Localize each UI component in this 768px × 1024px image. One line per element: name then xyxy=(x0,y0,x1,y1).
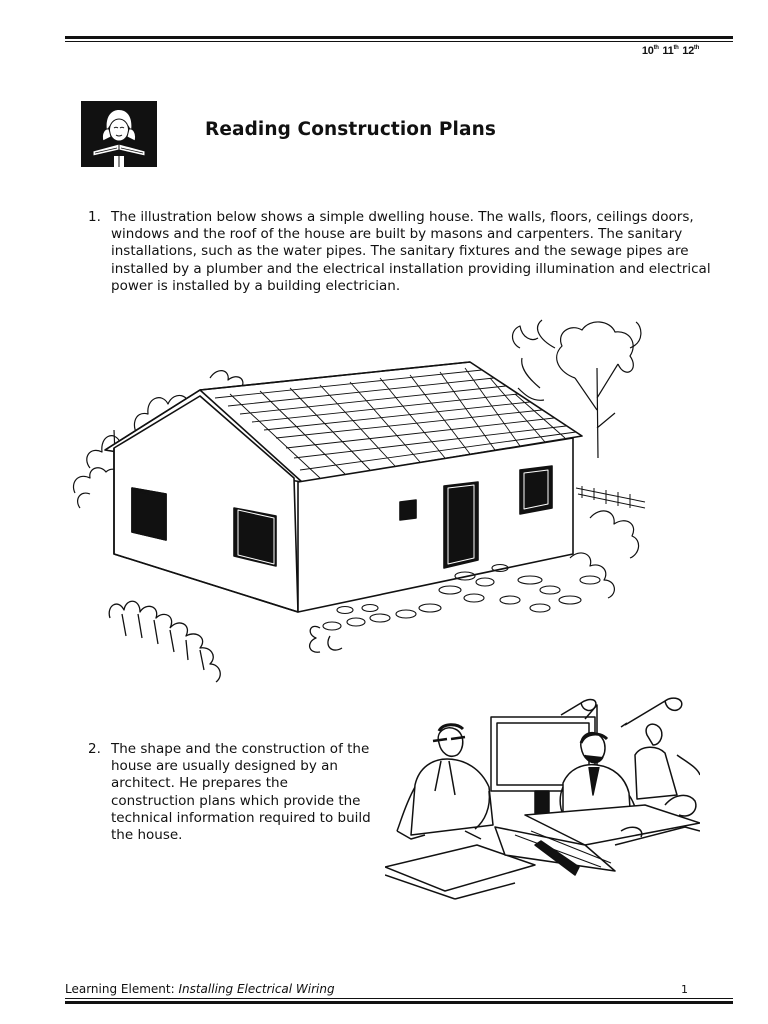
list-item-text: The shape and the construction of the house are usually designed by an architect. He prepares the construction plans which provide the technical information required to build the house. xyxy=(111,741,371,844)
footer-rule-thick xyxy=(65,1001,733,1004)
reading-person-icon xyxy=(81,101,157,167)
header-rule-thin xyxy=(65,41,733,42)
architects-at-desk-illustration xyxy=(385,695,700,900)
footer-rule-thin xyxy=(65,998,733,999)
grade-12: 12th xyxy=(682,45,699,57)
list-item xyxy=(88,741,373,844)
list-item-text: The illustration below shows a simple dwelling house. The walls, floors, ceilings doors, windows and the roof of the house are built by masons and carpenters. The sanitary installations, such as the water pipes. The sanitary fixtures and the sewage pipes are installed by a plumber and the electrical installation providing illumination and electrical power is installed by a building electrician. xyxy=(111,209,711,294)
list-item-number: 2. xyxy=(88,741,101,757)
learning-element-name: Installing Electrical Wiring xyxy=(178,982,335,996)
page-number: 1 xyxy=(681,983,688,996)
grade-11: 11th xyxy=(662,45,679,57)
list-item-number: 1. xyxy=(88,209,101,225)
footer-label: Learning Element: xyxy=(65,982,179,996)
grade-10: 10th xyxy=(641,45,659,57)
page-title: Reading Construction Plans xyxy=(205,119,496,140)
grade-levels xyxy=(642,45,700,57)
house-illustration xyxy=(70,318,650,688)
footer-text xyxy=(65,982,335,996)
header-rule-thick xyxy=(65,36,733,39)
list-item xyxy=(88,209,711,295)
